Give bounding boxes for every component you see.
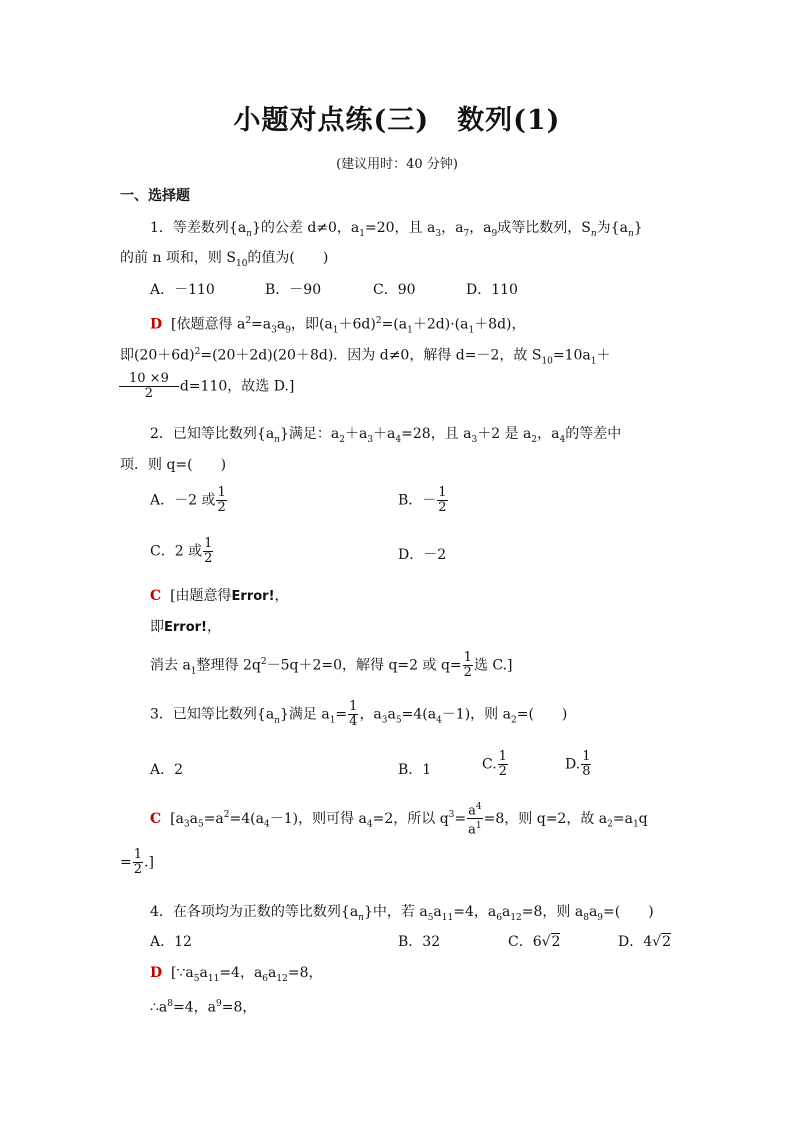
- section-heading: 一、选择题: [120, 188, 190, 204]
- q3-stem-line1: 3．已知等比数列$\{a_n\}$满足 $a_1=$ $\frac{1}{4}$ ，$a_3a_5=4(a_4-1)$，则 $a_2=$( ): [150, 699, 568, 729]
- q1-fraction: $\frac{10 \times 9}{2}$: [119, 372, 179, 401]
- q3-option-c: C. $\frac{1}{2}$: [482, 749, 507, 779]
- page-subtitle: (建议用时：40 分钟): [336, 157, 458, 172]
- q2-option-a: A．－2 或 $\frac{1}{2}$: [150, 485, 226, 515]
- q2-option-c: C．2 或 $\frac{1}{2}$: [150, 536, 213, 566]
- q1-solution-line2: 即$(20+6d)^2=(20+2d)(20+8d)$．因为 d≠0，解得 d=－2，故 $S_{10}=10a_1+$: [120, 347, 611, 367]
- q1-option-b: B．－90: [265, 282, 322, 298]
- q4-option-a: A．12: [150, 934, 192, 950]
- q3-option-a: A．2: [150, 762, 184, 778]
- q4-answer: D: [150, 965, 163, 981]
- q3-answer: C: [150, 810, 162, 827]
- q2-stem-line1: 2．已知等比数列$\{a_n\}$满足：$a_2+a_3+a_4=28$，且 $a_3+2$ 是 $a_2$，$a_4$的等差中: [150, 426, 622, 445]
- q3-solution-line2: = $\frac{1}{2}$ .]: [120, 847, 154, 877]
- q1-stem-line2: 的前 n 项和，则 $S_{10}$的值为( ): [120, 250, 329, 269]
- q1-stem-line1: 1．等差数列$\{a_n\}$的公差 d≠0，$a_1=20$，且 $a_3$，$a_7$，$a_9$成等比数列，$S_n$为$\{a_n\}$: [150, 220, 643, 239]
- q2-option-b: B．－ $\frac{1}{2}$: [398, 485, 447, 515]
- q3-solution-line1: C [$a_3a_5=a^2=4(a_4-1)$，则可得 $a_4=2$，所以 $q^3=$ $\frac{a^4}{a^1}$ =8，则 q=2，故 $a_2=a_1q$: [150, 802, 648, 838]
- q1-option-d: D．110: [466, 282, 518, 298]
- q4-option-b: B．32: [398, 934, 441, 950]
- q1-solution-line1: D [依题意得 $a^2=a_3a_9$，即$(a_1+6d)^2=(a_1+2d)\cdot(a_1+8d)$，: [150, 316, 526, 336]
- q4-option-c: C．6√2: [508, 934, 561, 950]
- q4-solution-line1: D [$\because a_5a_{11}=4$，$a_6a_{12}=8$，: [150, 965, 323, 984]
- q2-solution-line2: 即Error!，: [150, 619, 221, 635]
- q4-solution-line2: $\therefore a^8=4$，$a^9=8$，: [150, 999, 257, 1016]
- q4-option-d: D．4√2: [618, 934, 671, 950]
- q3-option-b: B．1: [398, 762, 432, 778]
- q2-stem-line2: 项．则 q=( ): [120, 457, 227, 473]
- q4-stem-line1: 4．在各项均为正数的等比数列$\{a_n\}$中，若 $a_5a_{11}=4$，$a_6a_{12}=8$，则 $a_8a_9=$( ): [150, 904, 654, 923]
- q2-answer: C: [150, 588, 162, 604]
- q1-option-c: C．90: [373, 282, 416, 298]
- page-title: 小题对点练(三) 数列(1): [233, 105, 561, 136]
- q2-option-d: D．－2: [398, 547, 447, 563]
- q1-solution-line3: $\frac{10 \times 9}{2}$ d=110，故选 D.]: [118, 372, 294, 401]
- q3-option-d: D. $\frac{1}{8}$: [565, 749, 591, 779]
- q2-solution-line1: C [由题意得Error!，: [150, 588, 289, 604]
- q2-solution-line3: 消去 $a_1$整理得 $2q^2-5q+2=0$，解得 q=2 或 q= $\frac{1}{2}$ 选 C.]: [150, 650, 513, 680]
- q1-answer: D: [150, 316, 163, 333]
- q1-option-a: A．－110: [150, 282, 215, 298]
